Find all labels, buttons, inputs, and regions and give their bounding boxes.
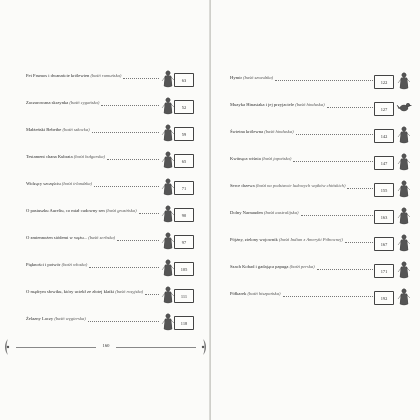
toc-entry[interactable] [211, 178, 420, 202]
toc-entry[interactable] [0, 149, 209, 173]
page-number: 160 [102, 343, 110, 348]
illustration [396, 286, 412, 308]
story-origin: (baśń hinduska) [264, 129, 294, 134]
story-title: Fet Frumos i dwanaście królewien [26, 73, 90, 78]
dotted-leader [293, 161, 373, 162]
figure-icon [396, 124, 412, 146]
toc-entry-text [26, 100, 99, 106]
story-title: Serce drzewa [230, 183, 255, 188]
story-title: Muzyka Hinasiaka i jej przyjaciele [230, 102, 295, 107]
toc-entry-text [230, 210, 299, 216]
story-origin: (baśń gruzińska) [105, 208, 137, 213]
dotted-leader [88, 321, 159, 322]
page-number-box[interactable]: 105 [174, 262, 194, 276]
story-origin: (baśń hiszpańska) [247, 291, 281, 296]
story-title: Kwitnąca wiśnia [230, 156, 261, 161]
toc-entry-text [26, 289, 143, 295]
illustration [396, 232, 412, 254]
left-page [0, 0, 209, 420]
story-origin: (baśń włoska) [61, 262, 88, 267]
page-number-box[interactable]: 97 [174, 235, 194, 249]
dotted-leader [117, 240, 159, 241]
toc-entry[interactable] [0, 230, 209, 254]
right-page [211, 0, 420, 420]
story-title: Pójżny, zielony wojownik [230, 237, 278, 242]
page-number-box[interactable]: 155 [374, 183, 394, 197]
story-title: Zaczarowana skrzynka [26, 100, 69, 105]
dotted-leader [347, 188, 373, 189]
story-origin: (baśń cygańska) [69, 100, 100, 105]
story-title: O mądrym słowiku, który uciekł ze złotej klatki [26, 289, 115, 294]
toc-entry[interactable] [0, 284, 209, 308]
story-origin: (baśń szkocka) [62, 127, 90, 132]
ornament-icon [2, 337, 14, 357]
dotted-leader [345, 242, 373, 243]
story-origin: (baśń japońska) [261, 156, 292, 161]
toc-entry[interactable] [211, 151, 420, 175]
toc-entry[interactable] [0, 95, 209, 119]
illustration [396, 70, 412, 92]
page-number-box[interactable]: 127 [374, 102, 394, 116]
story-origin: (baśń Indian z Ameryki Północnej) [278, 237, 343, 242]
toc-entry[interactable] [211, 97, 420, 121]
toc-entry-text [26, 316, 86, 322]
toc-entry[interactable] [211, 70, 420, 94]
illustration [396, 124, 412, 146]
dotted-leader [301, 215, 373, 216]
story-origin: (baśń na podstawie ludowych wątków chińskich) [255, 183, 346, 188]
illustration [396, 178, 412, 200]
toc-entry[interactable] [0, 68, 209, 92]
toc-entry-text [26, 235, 115, 241]
ornament-icon [197, 337, 209, 357]
toc-entry-text [26, 262, 87, 268]
page-number-box[interactable]: 163 [374, 210, 394, 224]
illustration [396, 151, 412, 173]
toc-entry-text [26, 154, 105, 160]
dotted-leader [92, 132, 159, 133]
toc-entry-text [230, 291, 281, 297]
toc-entry-text [230, 237, 343, 243]
figure-icon [396, 259, 412, 281]
story-origin: (baśń rumuńska) [90, 73, 122, 78]
figure-icon [396, 232, 412, 254]
page-number-box[interactable]: 63 [174, 73, 194, 87]
page-number-box[interactable]: 171 [374, 264, 394, 278]
story-origin: (baśń perska) [289, 264, 315, 269]
dotted-leader [327, 107, 373, 108]
toc-entry[interactable] [0, 122, 209, 146]
illustration [396, 97, 412, 119]
story-origin: (baśń serbska) [88, 235, 116, 240]
toc-entry[interactable] [211, 286, 420, 310]
dotted-leader [89, 267, 159, 268]
dotted-leader [296, 134, 373, 135]
page-number-box[interactable]: 192 [374, 291, 394, 305]
dotted-leader [107, 159, 159, 160]
page-number-box[interactable]: 118 [174, 316, 194, 330]
story-title: Żelazny Laczy [26, 316, 54, 321]
story-title: Szach Kobad i gadająca papuga [230, 264, 289, 269]
story-origin: (baśń bułgarska) [73, 154, 106, 159]
story-origin: (baśń szwedzka) [243, 75, 274, 80]
story-title: Hymir [230, 75, 242, 80]
story-origin: (baśń rosyjska) [115, 289, 144, 294]
story-title: Półkarek [230, 291, 247, 296]
toc-entry[interactable] [0, 257, 209, 281]
story-title: O zmiennożen siódemi w wężu... [26, 235, 88, 240]
figure-icon [396, 151, 412, 173]
toc-entry[interactable] [211, 205, 420, 229]
dotted-leader [123, 78, 159, 79]
story-title: O pastuszku Aureliu, co miał cudowny sen [26, 208, 105, 213]
toc-entry-text [26, 181, 92, 187]
footer-rule-left [16, 347, 96, 348]
illustration [396, 205, 412, 227]
story-title: Świetna królewna [230, 129, 264, 134]
footer-rule-right [116, 347, 196, 348]
figure-icon [396, 286, 412, 308]
toc-entry[interactable] [0, 203, 209, 227]
story-origin: (baśń węgierska) [54, 316, 86, 321]
toc-entry-text [230, 156, 291, 162]
page-number-box[interactable]: 147 [374, 156, 394, 170]
dotted-leader [139, 213, 159, 214]
story-title: Dolny Narnauden [230, 210, 263, 215]
page-number-box[interactable]: 59 [174, 127, 194, 141]
page-number-box[interactable]: 142 [374, 129, 394, 143]
dotted-leader [275, 80, 373, 81]
toc-entry-text [230, 129, 294, 135]
dotted-leader [101, 105, 159, 106]
story-title: Piękności i potwór [26, 262, 61, 267]
story-title: Widzący szczęściu [26, 181, 61, 186]
page-number-box[interactable]: 122 [374, 75, 394, 89]
left-page-footer [0, 337, 209, 357]
page-number-box[interactable]: 90 [174, 208, 194, 222]
page-number-box[interactable]: 167 [374, 237, 394, 251]
story-origin: (baśń hinduska) [295, 102, 325, 107]
toc-entry[interactable] [0, 311, 209, 335]
story-title: Małżeński Bebetbe [26, 127, 62, 132]
page-number-box[interactable]: 52 [174, 100, 194, 114]
bird-icon [396, 97, 412, 119]
toc-entry-text [230, 264, 315, 270]
page-number-box[interactable]: 71 [174, 181, 194, 195]
dotted-leader [145, 294, 159, 295]
toc-entry-text [26, 73, 121, 79]
toc-entry-text [230, 183, 345, 189]
page-number-box[interactable]: 111 [174, 289, 194, 303]
toc-entry-text [26, 208, 137, 214]
dotted-leader [283, 296, 373, 297]
figure-icon [396, 70, 412, 92]
story-origin: (baśń australijska) [263, 210, 299, 215]
dotted-leader [94, 186, 159, 187]
figure-icon [396, 205, 412, 227]
toc-entry[interactable] [211, 232, 420, 256]
toc-entry-text [230, 75, 273, 81]
toc-entry[interactable] [211, 124, 420, 148]
toc-entry[interactable] [0, 176, 209, 200]
illustration [396, 259, 412, 281]
toc-entry-text [230, 102, 325, 108]
figure-icon [396, 178, 412, 200]
dotted-leader [317, 269, 373, 270]
page-number-box[interactable]: 65 [174, 154, 194, 168]
story-origin: (baśń irlandzka) [61, 181, 93, 186]
story-title: Testament chana Kubrata [26, 154, 73, 159]
toc-entry-text [26, 127, 90, 133]
toc-entry[interactable] [211, 259, 420, 283]
